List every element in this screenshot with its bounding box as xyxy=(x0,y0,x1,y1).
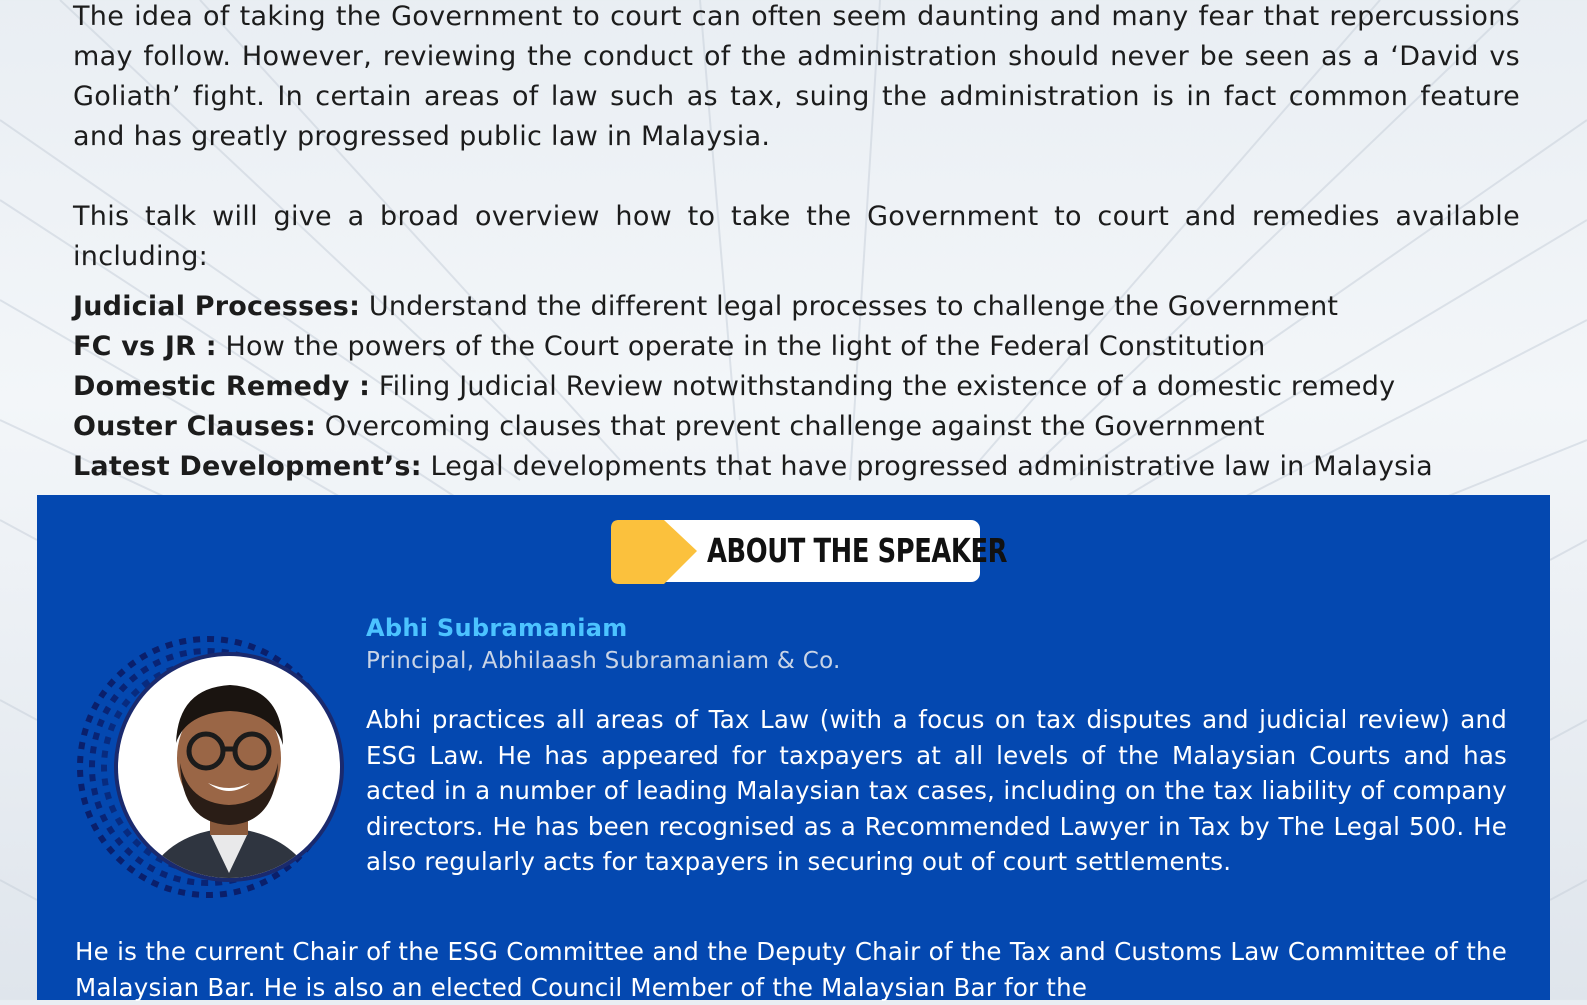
topic-description: Filing Judicial Review notwithstanding the existence of a domestic remedy xyxy=(370,371,1396,402)
topic-description: Legal developments that have progressed administrative law in Malaysia xyxy=(421,451,1433,482)
arrow-tag-icon xyxy=(609,517,699,585)
about-speaker-banner xyxy=(611,520,1008,582)
topic-label: Judicial Processes: xyxy=(73,291,361,322)
topic-description: Understand the different legal processes to challenge the Government xyxy=(360,291,1339,322)
banner-title: ABOUT THE SPEAKER xyxy=(707,531,1008,570)
topic-item-fc-vs-jr xyxy=(73,327,1553,367)
speaker-bio-paragraph-2: He is the current Chair of the ESG Committee and the Deputy Chair of the Tax and Customs Law Committee of the Malaysian Bar. He is also an elected Council Member of the Malaysian Bar for the xyxy=(75,937,1507,1002)
speaker-position: Principal, Abhilaash Subramaniam & Co. xyxy=(366,648,841,674)
topic-label: Ouster Clauses: xyxy=(73,411,316,442)
intro-paragraph-2: This talk will give a broad overview how to take the Government to court and remedies available including: xyxy=(73,201,1520,272)
intro-paragraph-1: The idea of taking the Government to court can often seem daunting and many fear that repercussions may follow. However, reviewing the conduct of the administration should never be seen as a ‘David vs Goliath’ fight. In certain areas of law such as tax, suing the administration is in fact common feature and has greatly progressed public law in Malaysia. xyxy=(73,1,1520,152)
speaker-bio-paragraph-1: Abhi practices all areas of Tax Law (with a focus on tax disputes and judicial review) and ESG Law. He has appeared for taxpayers at all levels of the Malaysian Courts and has acted in a number of leading Malaysian tax cases, including on the tax liability of company directors. He has been recognised as a Recommended Lawyer in Tax by The Legal 500. He also regularly acts for taxpayers in securing out of court settlements. xyxy=(366,705,1507,876)
topic-label: Latest Development’s: xyxy=(73,451,422,482)
speaker-avatar xyxy=(70,633,346,901)
intro-text xyxy=(73,0,1520,277)
speaker-section xyxy=(37,495,1550,1000)
topic-item-ouster-clauses xyxy=(73,407,1553,447)
topic-item-judicial-processes xyxy=(73,287,1553,327)
topic-label: Domestic Remedy : xyxy=(73,371,371,402)
topic-description: Overcoming clauses that prevent challenge against the Government xyxy=(315,411,1265,442)
topic-item-latest-developments xyxy=(73,447,1553,487)
topic-item-domestic-remedy xyxy=(73,367,1553,407)
topic-description: How the powers of the Court operate in the light of the Federal Constitution xyxy=(216,331,1266,362)
topic-label: FC vs JR : xyxy=(73,331,217,362)
topic-list xyxy=(73,287,1553,487)
speaker-photo-icon xyxy=(70,633,346,901)
speaker-name: Abhi Subramaniam xyxy=(366,614,628,642)
